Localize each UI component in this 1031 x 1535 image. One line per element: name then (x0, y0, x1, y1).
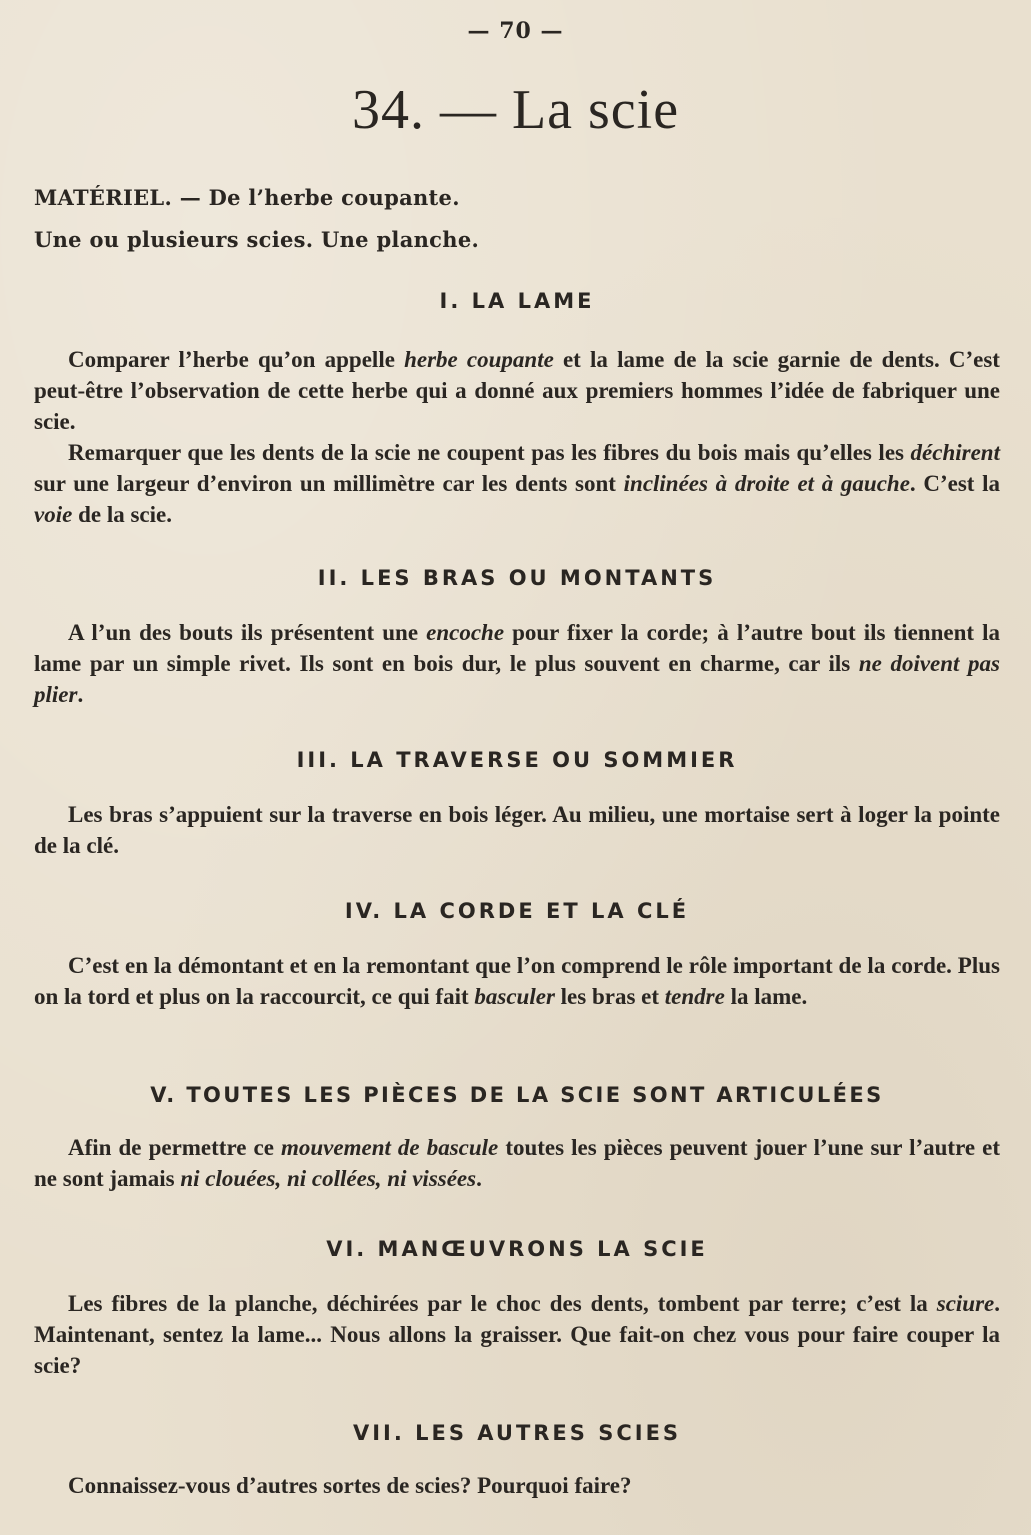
emphasis-text: ne doivent pas plier (34, 651, 1000, 707)
emphasis-text: encoche (426, 620, 505, 645)
materiel-block (34, 177, 994, 261)
section-paragraph (34, 1288, 1000, 1381)
section-la-corde (34, 896, 1000, 1012)
section-paragraph (34, 1132, 1000, 1194)
text-run: Comparer l’herbe qu’on appelle (68, 347, 405, 372)
text-run: . (476, 1166, 482, 1191)
text-run: Les fibres de la planche, déchirées par le choc des dents, tombent par terre; c’est la (68, 1291, 937, 1316)
section-paragraph (34, 617, 1000, 710)
emphasis-text: tendre (664, 984, 725, 1009)
section-heading: VI. MANŒUVRONS LA SCIE (326, 1237, 708, 1261)
text-run: les bras et (554, 984, 665, 1009)
text-run: . (77, 682, 84, 707)
text-run: . C’est la (909, 471, 1001, 496)
text-run: toutes les pièces peuvent jouer l’une sur l’autre et ne sont jamais (34, 1135, 1001, 1191)
page-number: — 70 — (467, 18, 564, 44)
materiel-line-1: MATÉRIEL. — De l’herbe coupante. (34, 185, 460, 210)
emphasis-text: sciure (936, 1291, 995, 1316)
section-paragraph: Les bras s’appuient sur la traverse en bois léger. Au milieu, une mortaise sert à loger la pointe de la clé. (34, 802, 1000, 858)
section-heading: III. LA TRAVERSE OU SOMMIER (296, 748, 738, 772)
section-paragraph (34, 437, 1000, 530)
section-paragraph (34, 344, 1000, 437)
text-run: . Maintenant, sentez la lame... Nous allons la graisser. Que fait-on chez vous pour faire couper la scie? (34, 1291, 1000, 1378)
section-paragraph: Connaissez-vous d’autres sortes de scies? Pourquoi faire? (68, 1473, 632, 1498)
emphasis-text: herbe coupante (404, 347, 554, 372)
text-run: la lame. (724, 984, 808, 1009)
section-les-bras (34, 563, 1000, 710)
emphasis-text: inclinées à droite et à gauche (623, 471, 910, 496)
section-la-traverse (34, 745, 1000, 861)
emphasis-text: ni clouées, ni collées, ni vissées (180, 1166, 477, 1191)
emphasis-text: basculer (474, 984, 555, 1009)
emphasis-text: voie (34, 502, 73, 527)
chapter-title: 34. — La scie (351, 79, 680, 141)
section-la-lame (34, 286, 1000, 530)
materiel-line-2: Une ou plusieurs scies. Une planche. (34, 227, 480, 252)
text-run: et la lame de la scie garnie de dents. C’est peut-être l’observation de cette herbe qui a donné aux premiers hommes l’idée de fabriquer une scie. (34, 347, 1000, 434)
section-heading: V. TOUTES LES PIÈCES DE LA SCIE SONT ARTICULÉES (150, 1083, 884, 1107)
text-run: de la scie. (72, 502, 172, 527)
emphasis-text: mouvement de bascule (281, 1135, 499, 1160)
section-autres-scies (34, 1418, 1000, 1501)
text-run: pour fixer la corde; à l’autre bout ils tiennent la lame par un simple rivet. Ils sont en bois dur, le plus souvent en charme, car ils (34, 620, 1000, 676)
section-heading: IV. LA CORDE ET LA CLÉ (344, 899, 690, 923)
text-run: sur une largeur d’environ un millimètre car les dents sont (34, 471, 624, 496)
emphasis-text: déchirent (910, 440, 1000, 465)
text-run: Remarquer que les dents de la scie ne coupent pas les fibres du bois mais qu’elles les (68, 440, 911, 465)
section-heading: VII. LES AUTRES SCIES (352, 1421, 682, 1445)
text-run: C’est en la démontant et en la remontant que l’on comprend le rôle important de la corde. Plus on la tord et plus on la raccourcit, ce qui fait (34, 953, 1000, 1009)
section-paragraph (34, 950, 1000, 1012)
section-articulees (34, 1080, 1000, 1194)
section-heading: I. LA LAME (439, 289, 595, 313)
section-heading: II. LES BRAS OU MONTANTS (317, 566, 717, 590)
text-run: A l’un des bouts ils présentent une (68, 620, 427, 645)
text-run: Afin de permettre ce (68, 1135, 281, 1160)
section-manoeuvrons (34, 1234, 1000, 1381)
